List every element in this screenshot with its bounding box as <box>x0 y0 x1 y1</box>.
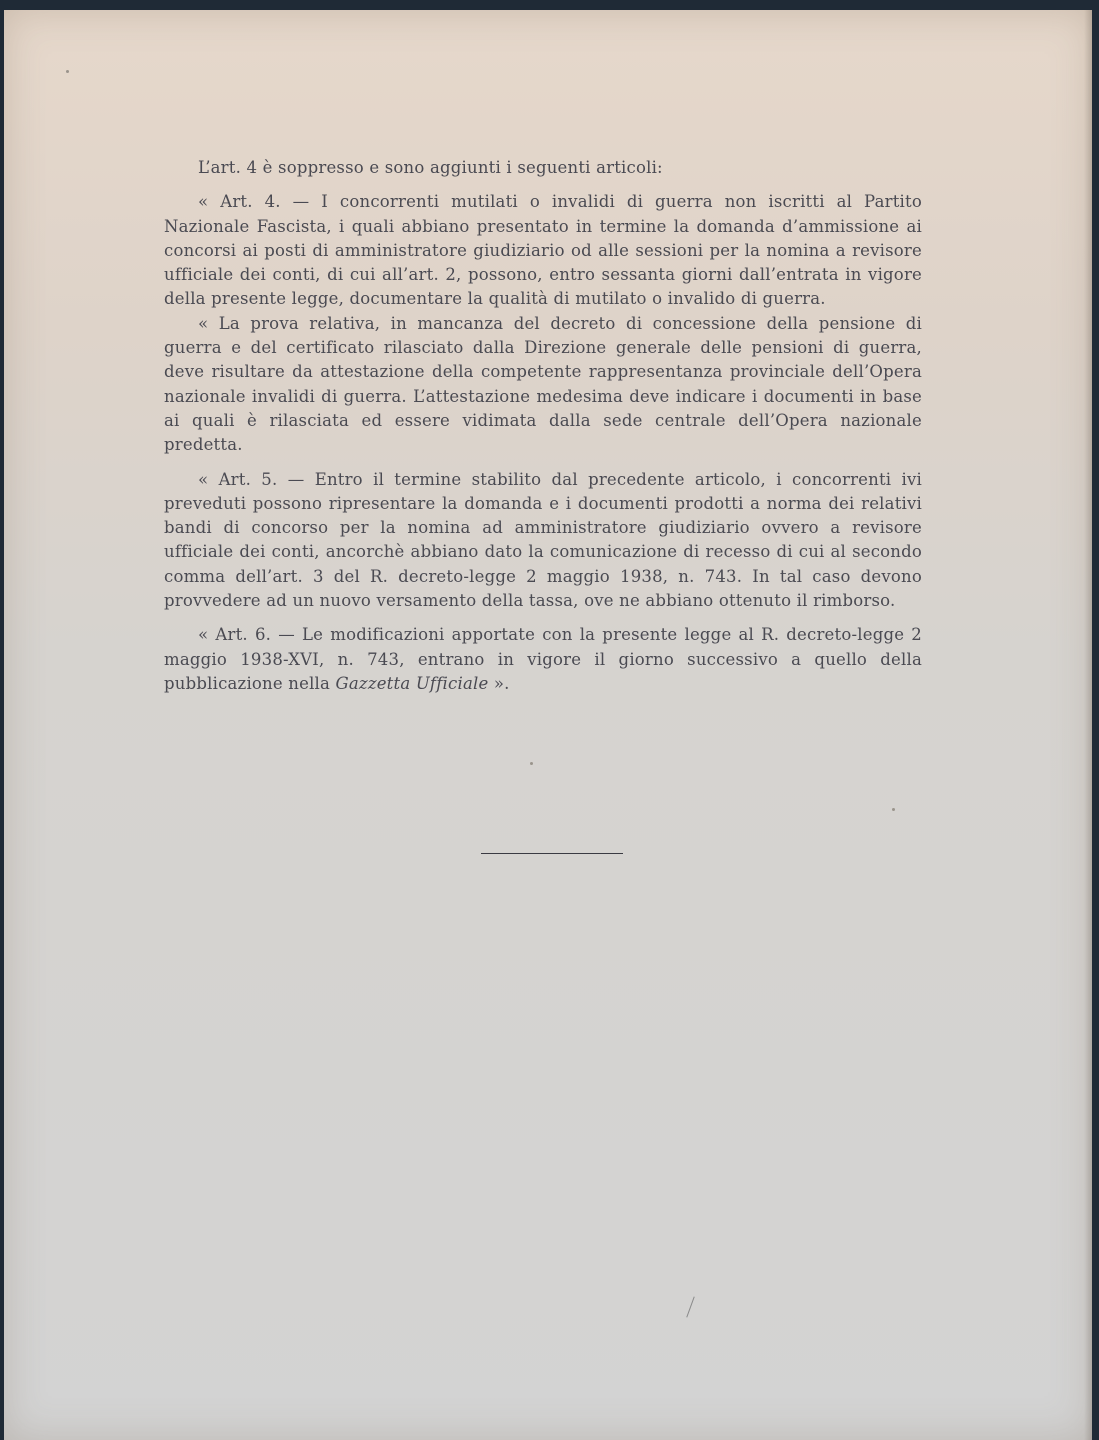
page-edge-shadow <box>1084 10 1092 1440</box>
end-rule <box>481 853 623 854</box>
article-5-paragraph: « Art. 5. — Entro il termine stabilito dal precedente articolo, i concorrenti ivi preveduti possono ripresentare la domanda e i documenti prodotti a norma dei relativi bandi di concorso per la nomina ad amministratore giudiziario ovvero a revisore ufficiale dei conti, ancorchè abbiano dato la comunicazione di recesso di cui al secondo comma dell’art. 3 del R. decreto-legge 2 maggio 1938, n. 743. In tal caso devono provvedere ad un nuovo versamento della tassa, ove ne abbiano ottenuto il rimborso. <box>164 469 922 611</box>
article-6-paragraph <box>164 623 922 696</box>
article-4-paragraph-2: « La prova relativa, in mancanza del decreto di concessione della pensione di guerra e del certificato rilasciato dalla Direzione generale delle pensioni di guerra, deve risultare da attestazione della competente rappresentanza provinciale dell’Opera nazionale invalidi di guerra. L’attestazione medesima deve indicare i documenti in base ai quali è rilasciata ed essere vidimata dalla sede centrale dell’Opera nazionale predetta. <box>164 313 922 455</box>
article-6-text: « Art. 6. — Le modificazioni apportate con la presente legge al R. decreto-legge 2 maggio 1938-XVI, n. 743, entrano in vigore il giorno successivo a quello della pubblicazione nella <box>164 625 922 693</box>
article-6-end: ». <box>488 673 510 693</box>
article-4-paragraph-1: « Art. 4. — I concorrenti mutilati o invalidi di guerra non iscritti al Partito Nazionale Fascista, i quali abbiano presentato in termine la domanda d’ammissione ai concorsi ai posti di amministratore giudiziario od alle sessioni per la nomina a revisore ufficiale dei conti, di cui all’art. 2, possono, entro sessanta giorni dall’entrata in vigore della presente legge, documentare la qualità di mutilato o invalido di guerra. <box>164 192 922 309</box>
intro-paragraph: L’art. 4 è soppresso e sono aggiunti i seguenti articoli: <box>198 158 663 177</box>
paper-speck <box>66 70 69 73</box>
paper-speck <box>530 762 533 765</box>
document-body <box>164 156 922 696</box>
gazzetta-title: Gazzetta Ufficiale <box>335 673 489 693</box>
document-page <box>4 10 1092 1440</box>
pencil-mark <box>686 1296 694 1317</box>
paper-speck <box>892 808 895 811</box>
